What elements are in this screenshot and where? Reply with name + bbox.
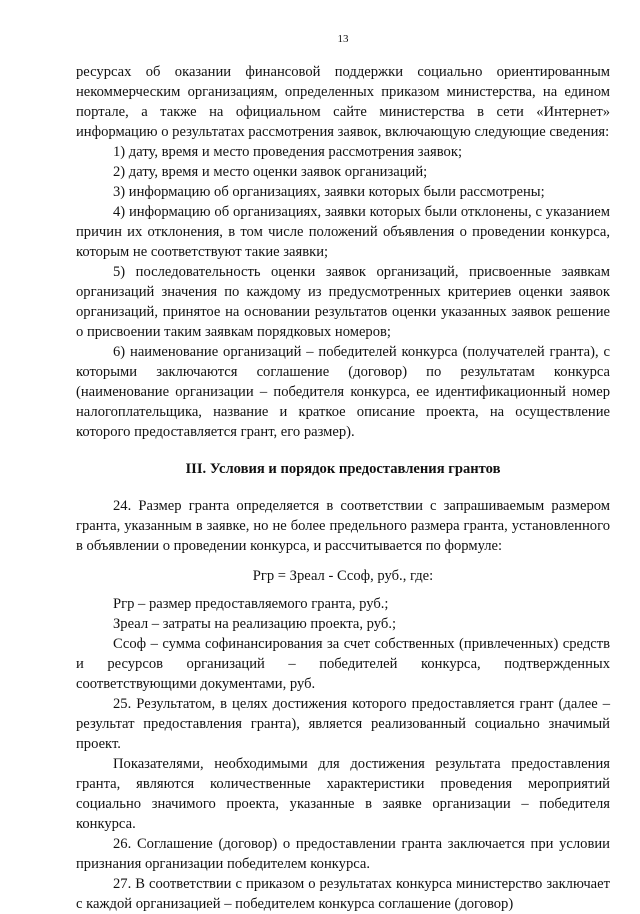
paragraph: ресурсах об оказании финансовой поддержки социально ориентированным некоммерческим организациям, определенных приказом министерства, на едином портале, а также на официальном сайте министерства в сети «Интернет» информацию о результатах рассмотрения заявок, включающую следующие сведения: [76,64,610,140]
section-heading: III. Условия и порядок предоставления грантов [185,461,501,477]
list-item-4: 4) информацию об организациях, заявки которых были отклонены, с указанием причин их отклонения, в том числе положений объявления о проведении конкурса, которым не соответствуют такие заявки; [76,204,610,260]
formula-term-zreal: Зреал – затраты на реализацию проекта, руб.; [113,616,397,632]
document-page [76,32,610,914]
paragraph-27: 27. В соответствии с приказом о результатах конкурса министерство заключает с каждой организацией – победителем конкурса соглашение (договор) [76,876,610,912]
list-item-6: 6) наименование организаций – победителей конкурса (получателей гранта), с которыми заключаются соглашение (договор) по результатам конкурса (наименование организации – победителя конкурса, ее идентификационный номер налогоплательщика, название и краткое описание проекта, на осуществление которого предоставляется грант, его размер). [76,344,610,440]
paragraph-24: 24. Размер гранта определяется в соответствии с запрашиваемым размером гранта, указанным в заявке, но не более предельного размера гранта, установленного в объявлении о проведении конкурса, и рассчитывается по формуле: [76,498,610,554]
paragraph-indicators: Показателями, необходимыми для достижения результата предоставления гранта, являются количественные характеристики проведения мероприятий социально значимого проекта, указанные в заявке организации – победителя конкурса. [76,756,610,832]
list-item-3: 3) информацию об организациях, заявки которых были рассмотрены; [113,184,545,200]
page-number: 13 [337,33,349,45]
formula-term-ssof: Ссоф – сумма софинансирования за счет собственных (привлеченных) средств и ресурсов организаций – победителей конкурса, подтвержденных соответствующими документами, руб. [76,636,610,692]
paragraph-25: 25. Результатом, в целях достижения которого предоставляется грант (далее – результат предоставления гранта), является реализованный социально значимый проект. [76,696,610,752]
list-item-5: 5) последовательность оценки заявок организаций, присвоенные заявкам организаций значения по каждому из предусмотренных критериев оценки заявок организаций, принятое на основании результатов оценки указанных заявок решение о присвоении таким заявкам порядковых номеров; [76,264,610,340]
list-item-1: 1) дату, время и место проведения рассмотрения заявок; [113,144,462,160]
formula-term-rgr: Ргр – размер предоставляемого гранта, руб.; [113,596,389,612]
grant-formula: Ргр = Зреал - Ссоф, руб., где: [252,568,434,584]
paragraph-26: 26. Соглашение (договор) о предоставлении гранта заключается при условии признания организации победителем конкурса. [76,836,610,872]
paragraphs-after [76,594,610,914]
list-item-2: 2) дату, время и место оценки заявок организаций; [113,164,428,180]
paragraphs-before [76,62,610,442]
